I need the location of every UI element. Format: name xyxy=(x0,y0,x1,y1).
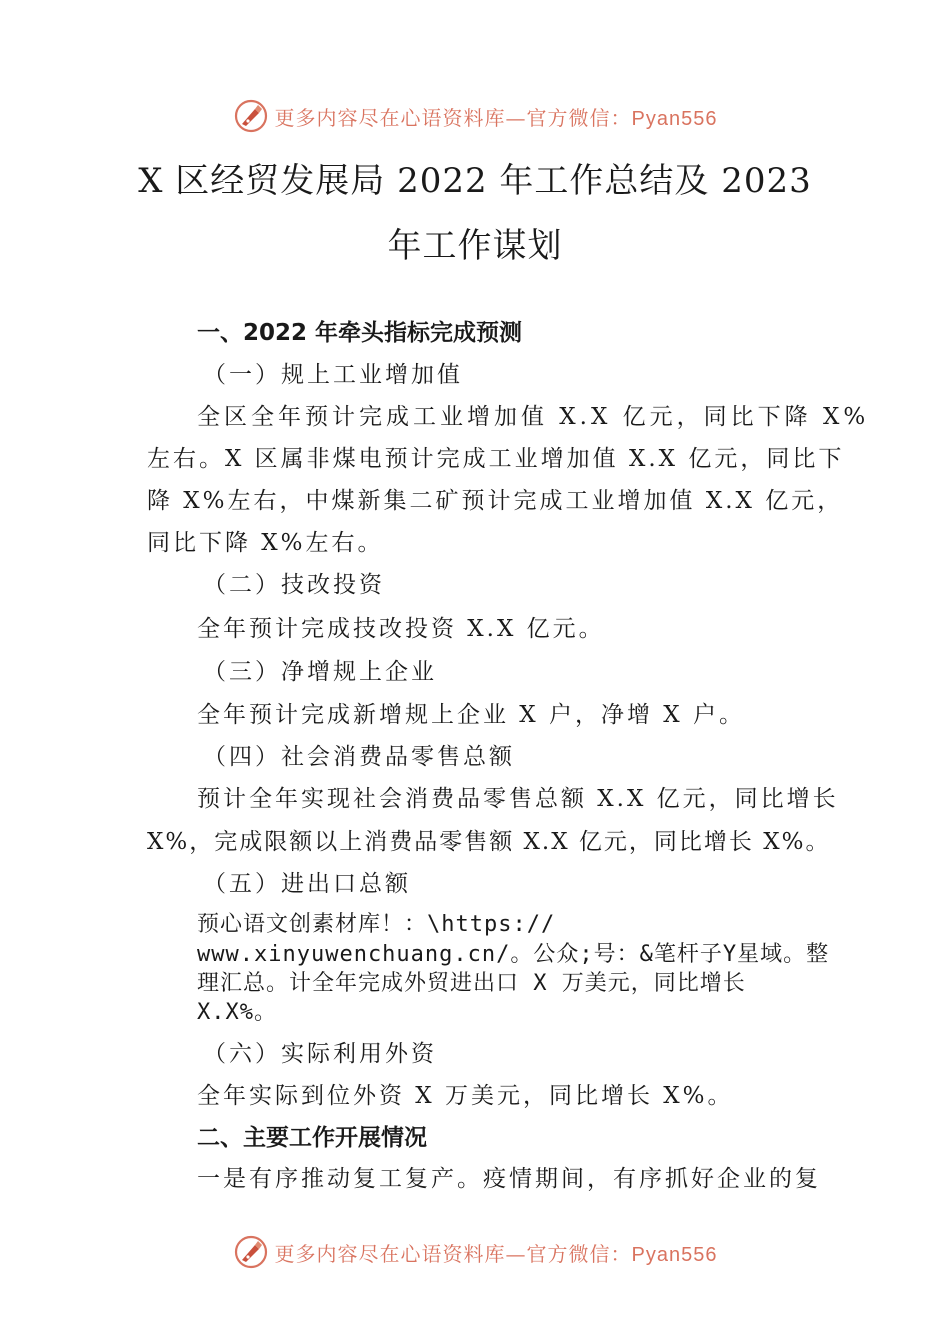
subheading-5: （五）进出口总额 xyxy=(203,871,411,897)
paragraph-line: 预心语文创素材库！：\https:// xyxy=(197,912,556,937)
paragraph-line: 降 X%左右，中煤新集二矿预计完成工业增加值 X.X 亿元， xyxy=(147,488,844,514)
document-title-line-1: X 区经贸发展局 2022 年工作总结及 2023 xyxy=(138,161,812,201)
paragraph-line: www.xinyuwenchuang.cn/。公众;号：&笔杆子Y星域。整 xyxy=(197,942,830,967)
pen-nib-logo-icon xyxy=(233,98,269,134)
pen-nib-logo-icon xyxy=(233,1234,269,1270)
subheading-4: （四）社会消费品零售总额 xyxy=(203,744,515,770)
paragraph-line: X%，完成限额以上消费品零售额 X.X 亿元，同比增长 X%。 xyxy=(147,829,831,855)
paragraph-line: 全年预计完成技改投资 X.X 亿元。 xyxy=(197,616,605,642)
subheading-2: （二）技改投资 xyxy=(203,572,385,598)
watermark-banner-bottom xyxy=(0,1232,950,1272)
paragraph-line: 一是有序推动复工复产。疫情期间，有序抓好企业的复 xyxy=(197,1166,821,1192)
subheading-1: （一）规上工业增加值 xyxy=(203,362,463,388)
paragraph-line: X.X%。 xyxy=(197,1000,277,1025)
watermark-text: 更多内容尽在心语资料库—官方微信：Pyan556 xyxy=(274,1241,718,1266)
section-heading-1: 一、2022 年牵头指标完成预测 xyxy=(197,320,523,346)
paragraph-line: 全年实际到位外资 X 万美元，同比增长 X%。 xyxy=(197,1083,734,1109)
paragraph-line: 全区全年预计完成工业增加值 X.X 亿元，同比下降 X% xyxy=(197,404,870,430)
paragraph-line: 理汇总。计全年完成外贸进出口 X 万美元，同比增长 xyxy=(197,971,746,996)
watermark-banner-top xyxy=(0,96,950,136)
paragraph-line: 左右。X 区属非煤电预计完成工业增加值 X.X 亿元，同比下 xyxy=(147,446,845,472)
watermark-text: 更多内容尽在心语资料库—官方微信：Pyan556 xyxy=(274,105,718,130)
paragraph-line: 全年预计完成新增规上企业 X 户，净增 X 户。 xyxy=(197,702,745,728)
paragraph-line: 同比下降 X%左右。 xyxy=(147,530,384,556)
paragraph-line: 预计全年实现社会消费品零售总额 X.X 亿元，同比增长 xyxy=(197,786,839,812)
document-title-line-2: 年工作谋划 xyxy=(387,226,563,266)
section-heading-2: 二、主要工作开展情况 xyxy=(197,1125,427,1151)
subheading-6: （六）实际利用外资 xyxy=(203,1041,437,1067)
subheading-3: （三）净增规上企业 xyxy=(203,659,437,685)
